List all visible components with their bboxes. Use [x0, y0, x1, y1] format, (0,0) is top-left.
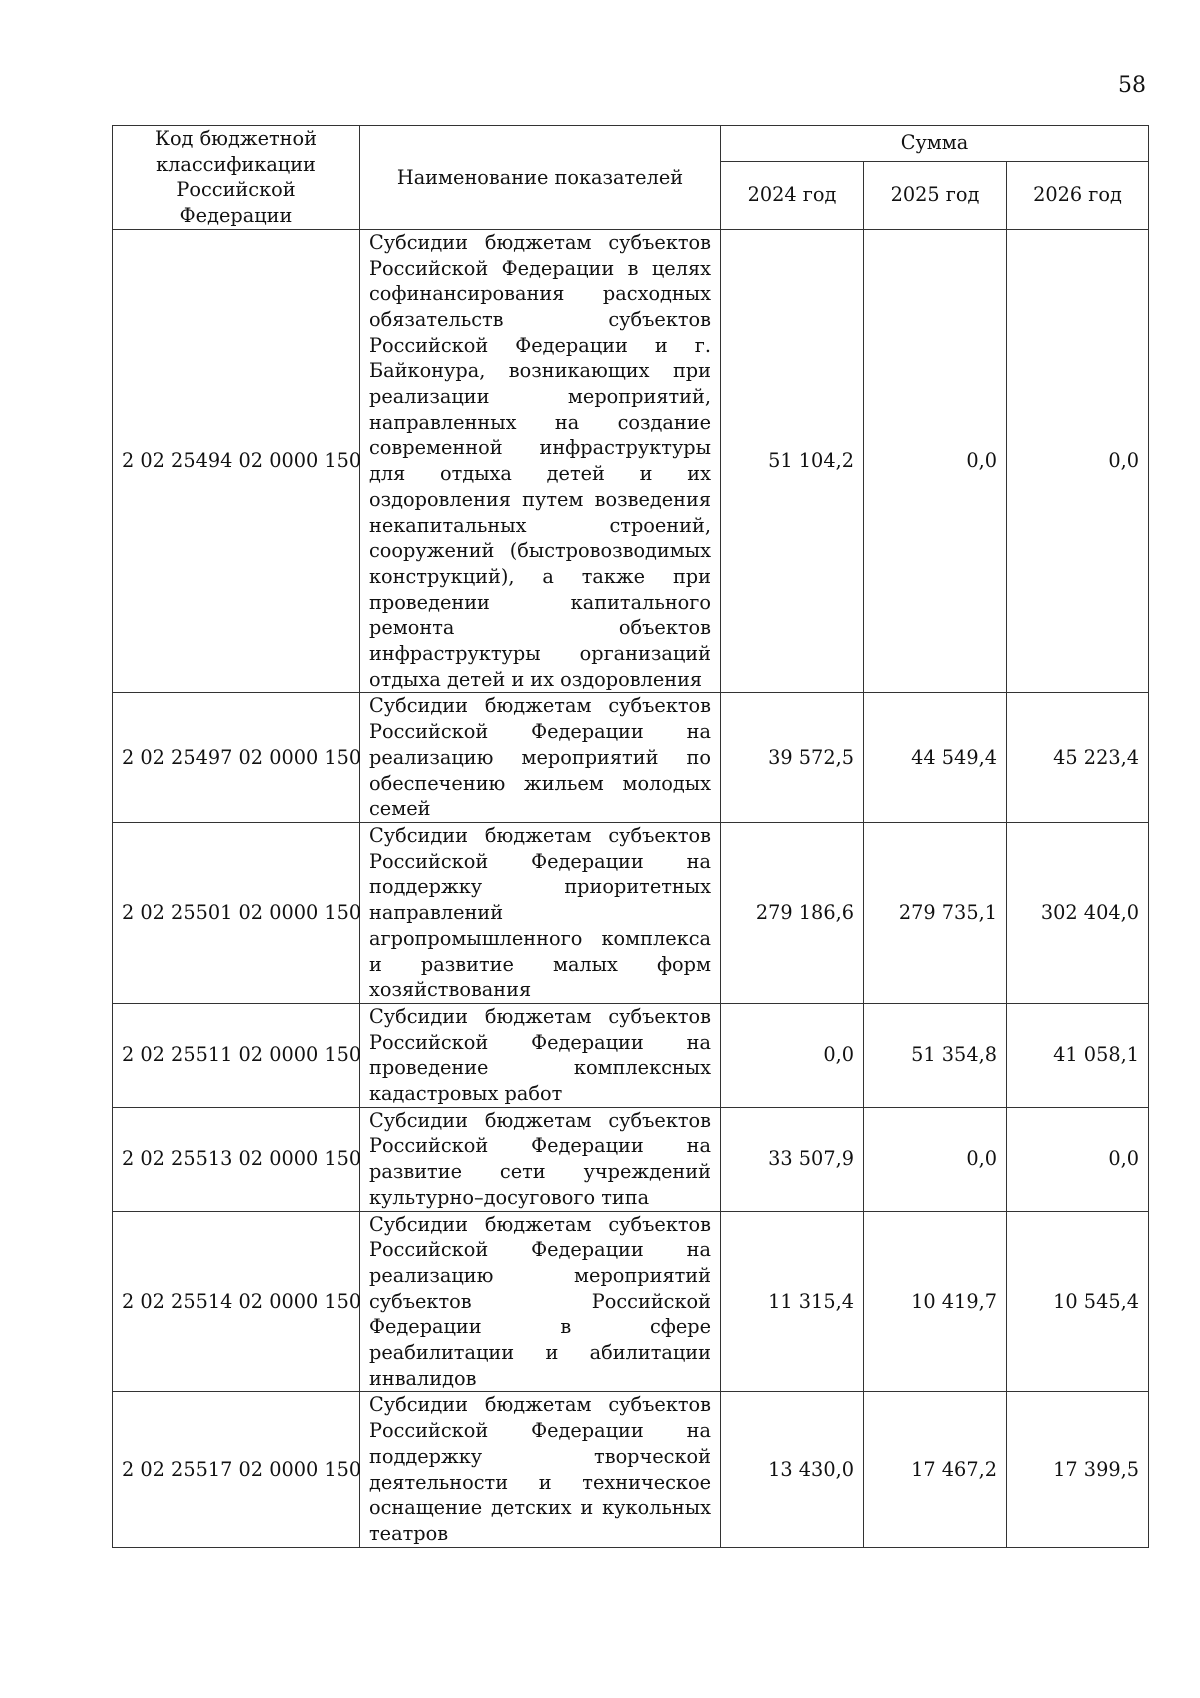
amount-2024: 11 315,4 — [721, 1211, 864, 1392]
table-row — [113, 693, 1149, 823]
amount-2025: 279 735,1 — [864, 822, 1007, 1003]
table-header — [113, 126, 1149, 230]
header-row — [113, 126, 1149, 162]
amount-2024: 51 104,2 — [721, 229, 864, 693]
amount-2026: 0,0 — [1007, 1107, 1149, 1211]
budget-code: 2 02 25517 02 0000 150 — [113, 1392, 360, 1547]
indicator-name: Субсидии бюджетам субъектов Российской Федерации на проведение комплексных кадастровых работ — [360, 1003, 721, 1107]
budget-code: 2 02 25511 02 0000 150 — [113, 1003, 360, 1107]
table-row — [113, 1003, 1149, 1107]
amount-2025: 10 419,7 — [864, 1211, 1007, 1392]
table-row — [113, 1392, 1149, 1547]
header-code: Код бюджетной классификации Российской Федерации — [113, 126, 360, 230]
amount-2026: 10 545,4 — [1007, 1211, 1149, 1392]
amount-2024: 279 186,6 — [721, 822, 864, 1003]
amount-2024: 33 507,9 — [721, 1107, 864, 1211]
budget-code: 2 02 25501 02 0000 150 — [113, 822, 360, 1003]
amount-2026: 45 223,4 — [1007, 693, 1149, 823]
table-row — [113, 822, 1149, 1003]
amount-2024: 39 572,5 — [721, 693, 864, 823]
page-number: 58 — [1118, 73, 1146, 98]
amount-2025: 0,0 — [864, 1107, 1007, 1211]
indicator-name: Субсидии бюджетам субъектов Российской Федерации на поддержку приоритетных направлений агропромышленного комплекса и развитие малых форм хозяйствования — [360, 822, 721, 1003]
indicator-name: Субсидии бюджетам субъектов Российской Федерации на поддержку творческой деятельности и техническое оснащение детских и кукольных театров — [360, 1392, 721, 1547]
amount-2024: 13 430,0 — [721, 1392, 864, 1547]
indicator-name: Субсидии бюджетам субъектов Российской Федерации на развитие сети учреждений культурно–досугового типа — [360, 1107, 721, 1211]
amount-2025: 44 549,4 — [864, 693, 1007, 823]
amount-2026: 0,0 — [1007, 229, 1149, 693]
table-row — [113, 1107, 1149, 1211]
header-sum: Сумма — [721, 126, 1149, 162]
table-row — [113, 1211, 1149, 1392]
amount-2026: 17 399,5 — [1007, 1392, 1149, 1547]
budget-table — [112, 125, 1149, 1548]
budget-code: 2 02 25514 02 0000 150 — [113, 1211, 360, 1392]
header-year-2025: 2025 год — [864, 161, 1007, 229]
header-name: Наименование показателей — [360, 126, 721, 230]
amount-2025: 51 354,8 — [864, 1003, 1007, 1107]
amount-2024: 0,0 — [721, 1003, 864, 1107]
indicator-name: Субсидии бюджетам субъектов Российской Федерации на реализацию мероприятий по обеспечению жильем молодых семей — [360, 693, 721, 823]
indicator-name: Субсидии бюджетам субъектов Российской Федерации в целях софинансирования расходных обязательств субъектов Российской Федерации и г. Байконура, возникающих при реализации мероприятий, направленных на создание современной инфраструктуры для отдыха детей и их оздоровления путем возведения некапитальных строений, сооружений (быстровозводимых конструкций), а также при проведении капитального ремонта объектов инфраструктуры организаций отдыха детей и их оздоровления — [360, 229, 721, 693]
indicator-name: Субсидии бюджетам субъектов Российской Федерации на реализацию мероприятий субъектов Российской Федерации в сфере реабилитации и абилитации инвалидов — [360, 1211, 721, 1392]
budget-code: 2 02 25497 02 0000 150 — [113, 693, 360, 823]
amount-2026: 41 058,1 — [1007, 1003, 1149, 1107]
header-year-2026: 2026 год — [1007, 161, 1149, 229]
amount-2025: 0,0 — [864, 229, 1007, 693]
header-year-2024: 2024 год — [721, 161, 864, 229]
table-body — [113, 229, 1149, 1547]
amount-2025: 17 467,2 — [864, 1392, 1007, 1547]
amount-2026: 302 404,0 — [1007, 822, 1149, 1003]
budget-code: 2 02 25494 02 0000 150 — [113, 229, 360, 693]
table-row — [113, 229, 1149, 693]
budget-code: 2 02 25513 02 0000 150 — [113, 1107, 360, 1211]
